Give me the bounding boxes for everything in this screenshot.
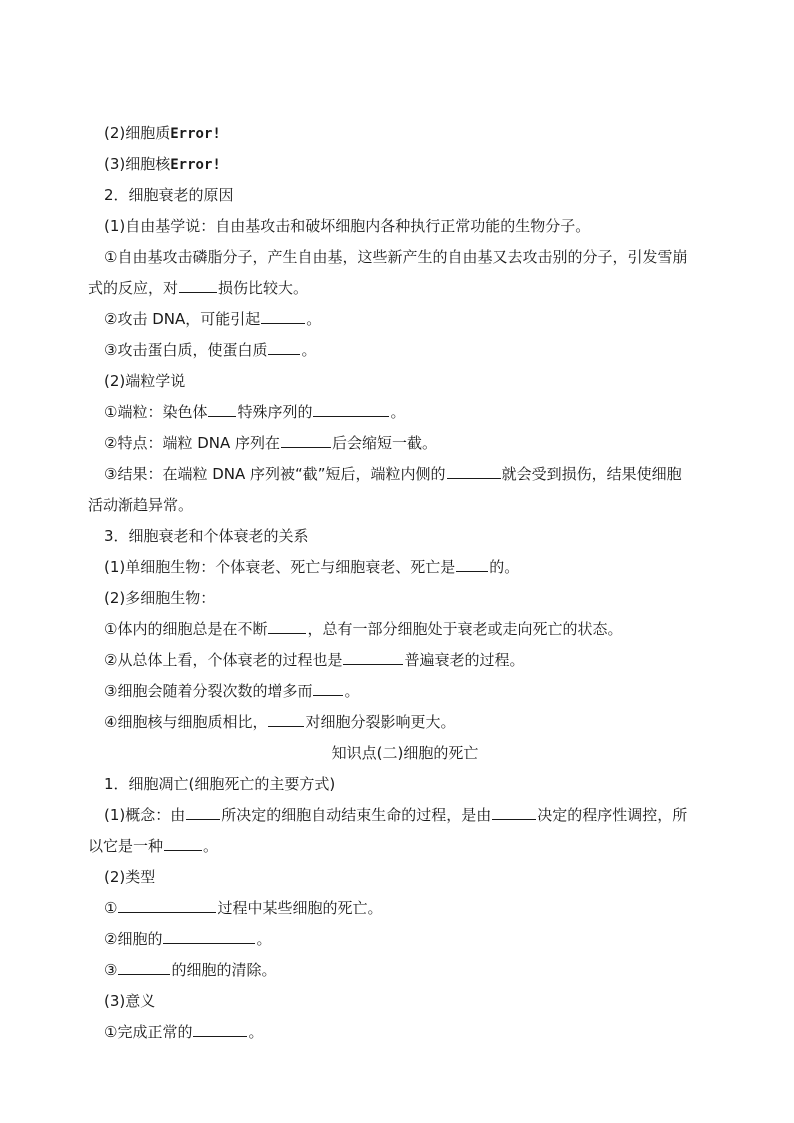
- line-text: 以它是一种: [88, 837, 164, 855]
- fill-blank[interactable]: [268, 616, 306, 634]
- line-text: ①: [104, 899, 118, 917]
- line-text: 后会缩短一截。: [332, 434, 438, 452]
- line-text: ①端粒：染色体: [104, 403, 208, 421]
- error-text: Error!: [170, 126, 221, 142]
- text-line: [104, 862, 722, 893]
- text-line: [104, 335, 722, 366]
- section-title: [88, 738, 722, 769]
- line-text: 。: [344, 682, 360, 700]
- text-line: [88, 273, 722, 304]
- line-text: ④细胞核与细胞质相比，: [104, 713, 268, 731]
- line-text: 。: [301, 341, 317, 359]
- fill-blank[interactable]: [313, 678, 343, 696]
- fill-blank[interactable]: [343, 647, 403, 665]
- fill-blank[interactable]: [118, 957, 170, 975]
- text-line: [88, 490, 722, 521]
- line-text: ①完成正常的: [104, 1023, 193, 1041]
- line-text: 的细胞的清除。: [171, 961, 277, 979]
- document-body: [88, 118, 722, 1048]
- line-text: 普遍衰老的过程。: [404, 651, 525, 669]
- fill-blank[interactable]: [268, 709, 304, 727]
- line-text: (1)概念：由: [104, 806, 186, 824]
- fill-blank[interactable]: [268, 337, 300, 355]
- line-text: ②细胞的: [104, 930, 163, 948]
- text-line: [104, 800, 722, 831]
- heading-text: 2．细胞衰老的原因: [104, 186, 234, 204]
- line-text: ②特点：端粒 DNA 序列在: [104, 434, 281, 452]
- line-text: 。: [306, 310, 322, 328]
- text-line: [104, 118, 722, 149]
- text-line: [104, 1017, 722, 1048]
- line-text: (1)单细胞生物：个体衰老、死亡与细胞衰老、死亡是: [104, 558, 456, 576]
- text-line: [104, 552, 722, 583]
- fill-blank[interactable]: [193, 1019, 247, 1037]
- line-text: 的。: [489, 558, 520, 576]
- fill-blank[interactable]: [456, 554, 488, 572]
- line-text: ②从总体上看，个体衰老的过程也是: [104, 651, 343, 669]
- text-line: [104, 366, 722, 397]
- line-text: ③结果：在端粒 DNA 序列被“截”短后，端粒内侧的: [104, 465, 446, 483]
- text-line: [88, 831, 722, 862]
- line-text: 就会受到损伤，结果使细胞: [501, 465, 682, 483]
- fill-blank[interactable]: [118, 895, 216, 913]
- text-line: [104, 304, 722, 335]
- line-text: ①体内的细胞总是在不断: [104, 620, 268, 638]
- fill-blank[interactable]: [179, 275, 217, 293]
- fill-blank[interactable]: [164, 833, 202, 851]
- line-text: 所决定的细胞自动结束生命的过程，是由: [221, 806, 492, 824]
- heading-text: 1．细胞凋亡(细胞死亡的主要方式): [104, 775, 336, 793]
- section-heading: [104, 180, 722, 211]
- line-text: (1)自由基学说：自由基攻击和破坏细胞内各种执行正常功能的生物分子。: [104, 217, 591, 235]
- line-text: (3)意义: [104, 992, 156, 1010]
- line-text: 损伤比较大。: [218, 279, 309, 297]
- text-line: [104, 428, 722, 459]
- section-heading: [104, 521, 722, 552]
- line-text: 决定的程序性调控，所: [537, 806, 688, 824]
- error-text: Error!: [170, 157, 221, 173]
- text-line: [104, 149, 722, 180]
- line-text: ，总有一部分细胞处于衰老或走向死亡的状态。: [307, 620, 623, 638]
- text-line: [104, 242, 722, 273]
- line-text: (3)细胞核: [104, 155, 171, 173]
- fill-blank[interactable]: [186, 802, 220, 820]
- text-line: [104, 645, 722, 676]
- line-text: (2)细胞质: [104, 124, 171, 142]
- text-line: [104, 459, 722, 490]
- line-text: (2)多细胞生物：: [104, 589, 216, 607]
- text-line: [104, 614, 722, 645]
- line-text: ③细胞会随着分裂次数的增多而: [104, 682, 313, 700]
- line-text: ③攻击蛋白质，使蛋白质: [104, 341, 268, 359]
- line-text: 。: [390, 403, 406, 421]
- text-line: [104, 707, 722, 738]
- fill-blank[interactable]: [208, 399, 236, 417]
- line-text: 。: [203, 837, 219, 855]
- fill-blank[interactable]: [492, 802, 536, 820]
- section-heading: [104, 769, 722, 800]
- text-line: [104, 893, 722, 924]
- text-line: [104, 397, 722, 428]
- line-text: 对细胞分裂影响更大。: [305, 713, 456, 731]
- fill-blank[interactable]: [261, 306, 305, 324]
- line-text: (2)端粒学说: [104, 372, 186, 390]
- fill-blank[interactable]: [281, 430, 331, 448]
- line-text: 式的反应，对: [88, 279, 179, 297]
- text-line: [104, 211, 722, 242]
- line-text: 活动渐趋异常。: [88, 496, 194, 514]
- line-text: 。: [248, 1023, 264, 1041]
- line-text: 特殊序列的: [237, 403, 313, 421]
- line-text: ②攻击 DNA，可能引起: [104, 310, 261, 328]
- line-text: 过程中某些细胞的死亡。: [217, 899, 383, 917]
- section-title-text: 知识点(二)细胞的死亡: [331, 744, 479, 762]
- fill-blank[interactable]: [163, 926, 255, 944]
- line-text: 。: [256, 930, 272, 948]
- fill-blank[interactable]: [447, 461, 501, 479]
- text-line: [104, 676, 722, 707]
- text-line: [104, 583, 722, 614]
- fill-blank[interactable]: [313, 399, 389, 417]
- line-text: ①自由基攻击磷脂分子，产生自由基，这些新产生的自由基又去攻击别的分子，引发雪崩: [104, 248, 688, 266]
- line-text: (2)类型: [104, 868, 156, 886]
- text-line: [104, 955, 722, 986]
- text-line: [104, 986, 722, 1017]
- line-text: ③: [104, 961, 118, 979]
- text-line: [104, 924, 722, 955]
- heading-text: 3．细胞衰老和个体衰老的关系: [104, 527, 309, 545]
